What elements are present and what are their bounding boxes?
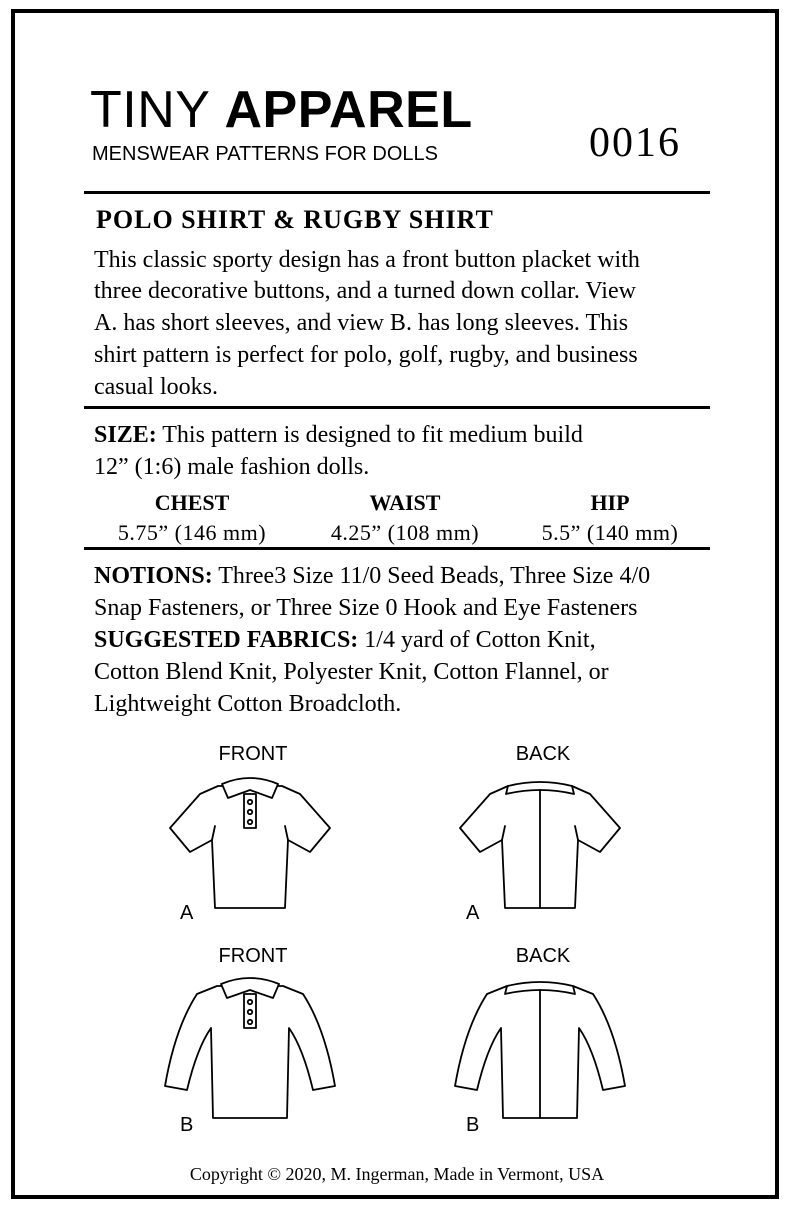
copyright-footer: Copyright © 2020, M. Ingerman, Made in Vermont, USA [189, 1164, 605, 1184]
view-a-front-letter: A [180, 902, 194, 924]
notions-label: NOTIONS: [94, 563, 213, 589]
description-line: This classic sporty design has a front button placket with [94, 247, 640, 273]
notions-text: Three3 Size 11/0 Seed Beads, Three Size 4/0 [212, 563, 651, 589]
description-line: casual looks. [94, 374, 218, 400]
view-a-back-letter: A [466, 902, 480, 924]
measure-waist-label: WAIST [369, 490, 441, 515]
brand-name [90, 80, 473, 140]
divider-description [84, 406, 710, 409]
measure-waist-value: 4.25” (108 mm) [330, 520, 480, 545]
brand-word-tiny: TINY [90, 81, 210, 139]
divider-size [84, 547, 710, 550]
fabrics-label: SUGGESTED FABRICS: [94, 627, 359, 653]
size-line-1 [94, 420, 583, 451]
notions-line-1 [94, 561, 650, 592]
description-line: three decorative buttons, and a turned down collar. View [94, 278, 636, 304]
shirt-view-a-front-illustration [160, 768, 340, 918]
view-b-back-letter: B [466, 1114, 480, 1136]
measure-hip-value: 5.5” (140 mm) [541, 520, 679, 545]
view-b-back-label: BACK [515, 945, 571, 967]
shirt-view-a-back-illustration [450, 768, 630, 918]
view-b-front-letter: B [180, 1114, 194, 1136]
fabrics-text: 1/4 yard of Cotton Knit, [358, 627, 596, 653]
brand-tagline: MENSWEAR PATTERNS FOR DOLLS [92, 143, 438, 165]
size-line-2: 12” (1:6) male fashion dolls. [94, 454, 370, 480]
fabrics-line-2: Cotton Blend Knit, Polyester Knit, Cotton Flannel, or [94, 659, 609, 685]
measure-hip-label: HIP [590, 490, 630, 515]
fabrics-line-3: Lightweight Cotton Broadcloth. [94, 691, 402, 717]
fabrics-line-1 [94, 625, 596, 656]
brand-word-apparel: APPAREL [224, 81, 473, 139]
measure-chest-label: CHEST [154, 490, 230, 515]
size-label: SIZE: [94, 422, 157, 448]
view-b-front-label: FRONT [218, 945, 288, 967]
notions-line-2: Snap Fasteners, or Three Size 0 Hook and Eye Fasteners [94, 595, 638, 621]
size-text: This pattern is designed to fit medium build [156, 422, 583, 448]
view-a-front-label: FRONT [218, 743, 288, 765]
divider-top [84, 191, 710, 194]
measure-chest-value: 5.75” (146 mm) [117, 520, 267, 545]
pattern-number: 0016 [589, 120, 681, 166]
description-line: shirt pattern is perfect for polo, golf, rugby, and business [94, 342, 638, 368]
view-a-back-label: BACK [515, 743, 571, 765]
description-line: A. has short sleeves, and view B. has long sleeves. This [94, 310, 629, 336]
pattern-title: POLO SHIRT & RUGBY SHIRT [96, 205, 494, 234]
